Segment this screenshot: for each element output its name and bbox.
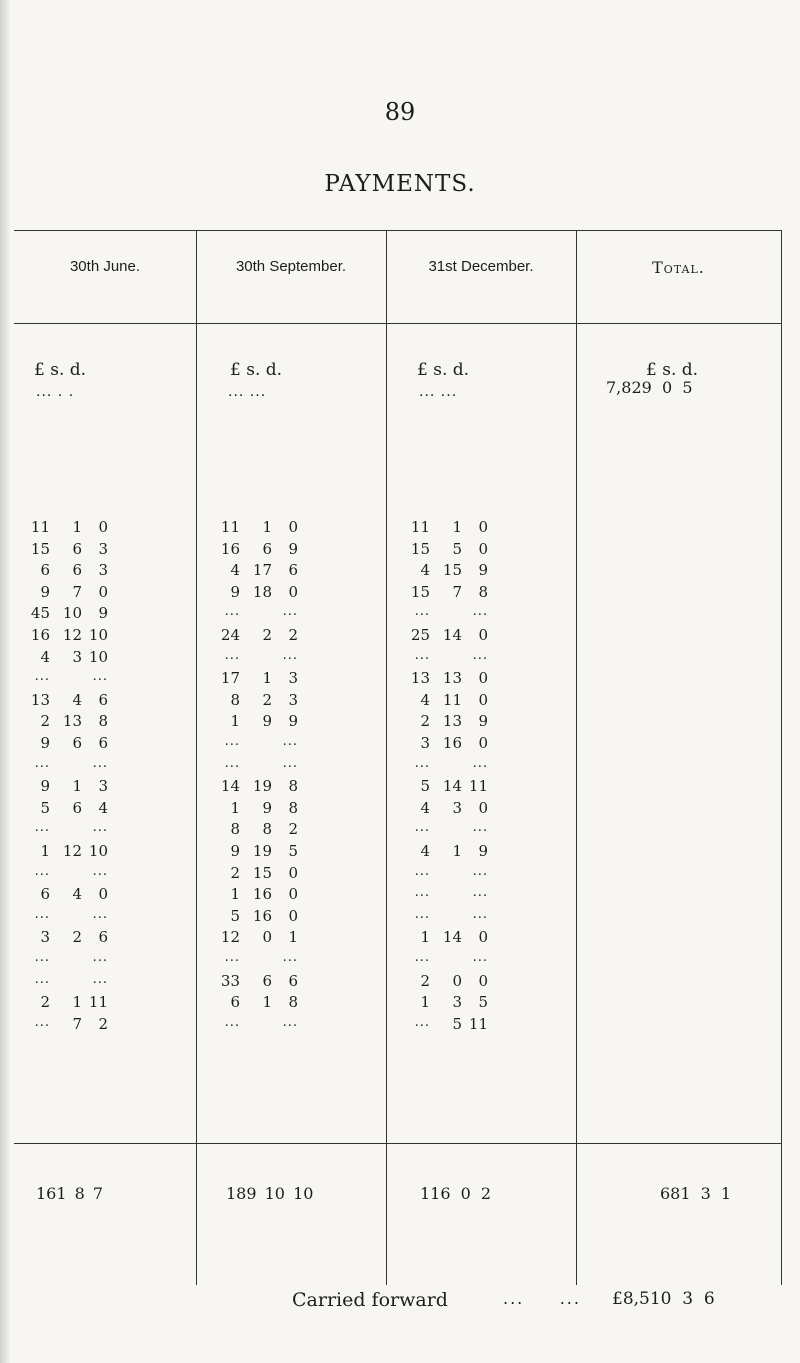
totals-top-rule: [14, 1143, 782, 1144]
table-row-cell: [28, 518, 128, 540]
pounds-value: 25: [410, 626, 430, 644]
pounds-value: 8: [230, 690, 240, 709]
shillings-value: 1: [452, 518, 462, 536]
pounds-value: 6: [230, 993, 240, 1012]
pounds-value: ...: [414, 950, 430, 965]
pence-value: 3: [98, 539, 108, 558]
shillings-value: 1: [262, 518, 272, 536]
header-31st-december: 31st December.: [428, 258, 534, 275]
table-row-cell: [218, 972, 318, 994]
table-row-cell: [408, 1015, 508, 1037]
shillings-value: 4: [72, 885, 82, 904]
table-row-cell: [408, 864, 508, 886]
table-row-cell: [408, 799, 508, 821]
pence-value: 8: [98, 712, 108, 731]
table-row-cell: [218, 950, 318, 972]
carried-forward-leader: ... ...: [503, 1289, 581, 1308]
total-30th-june: 161 8 7: [36, 1184, 104, 1203]
pence-value: 10: [88, 626, 108, 644]
pounds-value: 2: [420, 712, 430, 731]
shillings-value: 3: [72, 647, 82, 666]
pence-value: 0: [478, 734, 488, 752]
pence-value: 10: [88, 842, 108, 860]
pounds-value: 3: [420, 734, 430, 752]
pence-value: 0: [478, 971, 488, 990]
pounds-value: 4: [420, 690, 430, 709]
shillings-value: 13: [442, 669, 462, 688]
first-row-september: ... ...: [228, 384, 267, 400]
pounds-value: ...: [414, 1014, 430, 1030]
pence-value: 11: [468, 1014, 488, 1033]
pence-value: 9: [288, 712, 298, 731]
pounds-value: ...: [34, 863, 50, 879]
table-row-cell: [408, 712, 508, 734]
shillings-value: 1: [72, 777, 82, 796]
shillings-value: 2: [262, 690, 272, 709]
first-row-june: ... . .: [36, 384, 75, 400]
table-row-cell: [408, 518, 508, 540]
shillings-value: 15: [442, 561, 462, 580]
shillings-value: 8: [262, 820, 272, 839]
table-row-cell: [408, 756, 508, 778]
pence-value: 8: [288, 798, 298, 817]
pence-value: 0: [478, 798, 488, 817]
pence-value: 5: [478, 993, 488, 1012]
table-row-cell: [28, 561, 128, 583]
table-row-cell: [28, 842, 128, 864]
pounds-value: ...: [414, 604, 430, 620]
pence-value: ...: [472, 820, 488, 836]
currency-label-total: £ s. d.: [646, 360, 699, 380]
table-row-cell: [28, 604, 128, 626]
table-row-cell: [28, 864, 128, 886]
table-row-cell: [408, 993, 508, 1015]
carried-forward-label: Carried forward: [292, 1289, 448, 1311]
pence-value: ...: [472, 755, 488, 771]
pence-value: 0: [478, 690, 488, 709]
pounds-value: 1: [420, 928, 430, 947]
pence-value: 0: [288, 582, 298, 601]
pounds-value: ...: [224, 734, 240, 749]
pence-value: 0: [478, 539, 488, 558]
table-row-cell: [408, 540, 508, 562]
pounds-value: 11: [220, 518, 240, 536]
table-row-cell: [218, 820, 318, 842]
shillings-value: 12: [62, 842, 82, 860]
pounds-value: 15: [410, 582, 430, 601]
table-row-cell: [28, 648, 128, 670]
table-row-cell: [28, 583, 128, 605]
shillings-value: 0: [452, 971, 462, 990]
grand-total: 681 3 1: [660, 1184, 732, 1203]
column-divider-3: [576, 230, 577, 1285]
pence-value: 1: [288, 928, 298, 947]
pounds-value: 12: [220, 928, 240, 947]
shillings-value: 16: [252, 885, 272, 904]
shillings-value: 2: [72, 928, 82, 947]
table-row-cell: [28, 820, 128, 842]
pounds-value: ...: [34, 820, 50, 836]
pounds-value: 5: [40, 798, 50, 817]
pounds-value: ...: [414, 647, 430, 663]
pounds-value: 33: [220, 971, 240, 990]
shillings-value: 19: [252, 842, 272, 860]
table-row-cell: [218, 928, 318, 950]
currency-label-december: £ s. d.: [417, 360, 470, 380]
pence-value: 0: [288, 518, 298, 536]
table-top-rule: [14, 230, 782, 231]
table-row-cell: [218, 691, 318, 713]
pence-value: 6: [288, 561, 298, 580]
shillings-value: 1: [262, 669, 272, 688]
pence-value: ...: [92, 755, 108, 771]
pence-value: 9: [478, 561, 488, 580]
column-divider-1: [196, 230, 197, 1285]
pence-value: ...: [92, 669, 108, 685]
pounds-value: 5: [230, 906, 240, 925]
column-divider-2: [386, 230, 387, 1285]
pounds-value: ...: [34, 755, 50, 771]
pounds-value: 2: [230, 863, 240, 882]
pence-value: 3: [288, 690, 298, 709]
pounds-value: 15: [410, 539, 430, 558]
pence-value: 11: [88, 993, 108, 1012]
pence-value: 0: [478, 518, 488, 536]
shillings-value: 13: [442, 712, 462, 731]
pounds-value: 2: [40, 993, 50, 1012]
pounds-value: 16: [30, 626, 50, 644]
table-row-cell: [28, 691, 128, 713]
pence-value: 9: [288, 539, 298, 558]
table-row-cell: [28, 734, 128, 756]
table-row-cell: [408, 972, 508, 994]
pounds-value: 2: [420, 971, 430, 990]
currency-label-june: £ s. d.: [34, 360, 87, 380]
shillings-value: 13: [62, 712, 82, 731]
pounds-value: 4: [420, 798, 430, 817]
pounds-value: 1: [40, 842, 50, 860]
table-row-cell: [218, 799, 318, 821]
table-row-cell: [218, 669, 318, 691]
shillings-value: 10: [62, 604, 82, 623]
table-row-cell: [408, 950, 508, 972]
shillings-value: 6: [72, 539, 82, 558]
pence-value: 4: [98, 798, 108, 817]
pence-value: 0: [98, 518, 108, 536]
table-row-cell: [218, 993, 318, 1015]
header-bottom-rule: [14, 323, 782, 324]
table-row-cell: [408, 820, 508, 842]
pounds-value: 6: [40, 561, 50, 580]
table-row-cell: [408, 928, 508, 950]
shillings-value: 18: [252, 582, 272, 601]
pence-value: 3: [98, 561, 108, 580]
pounds-value: 9: [40, 582, 50, 601]
pounds-value: ...: [414, 863, 430, 879]
pence-value: 0: [478, 669, 488, 688]
pence-value: 0: [478, 626, 488, 644]
header-total: Total.: [652, 258, 705, 277]
table-row-cell: [408, 691, 508, 713]
table-row-cell: [28, 626, 128, 648]
shillings-value: 7: [72, 1014, 82, 1033]
pence-value: 6: [98, 690, 108, 709]
table-row-cell: [408, 648, 508, 670]
pence-value: 5: [288, 842, 298, 860]
pounds-value: 4: [420, 842, 430, 860]
table-row-cell: [218, 885, 318, 907]
header-30th-june: 30th June.: [69, 258, 141, 275]
shillings-value: 3: [452, 798, 462, 817]
table-row-cell: [28, 669, 128, 691]
shillings-value: 6: [72, 734, 82, 752]
pounds-value: 3: [40, 928, 50, 947]
total-31st-december: 116 0 2: [420, 1184, 492, 1203]
shillings-value: 17: [252, 561, 272, 580]
page-title: PAYMENTS.: [324, 171, 476, 197]
table-row-cell: [408, 561, 508, 583]
pounds-value: 1: [230, 798, 240, 817]
pounds-value: 24: [220, 626, 240, 644]
table-row-cell: [218, 518, 318, 540]
pence-value: ...: [472, 604, 488, 620]
pence-value: ...: [282, 1014, 298, 1030]
shillings-value: 12: [62, 626, 82, 644]
table-row-cell: [218, 540, 318, 562]
pounds-value: ...: [414, 755, 430, 771]
table-row-cell: [218, 777, 318, 799]
shillings-value: 3: [452, 993, 462, 1012]
table-row-cell: [218, 561, 318, 583]
pounds-value: ...: [34, 669, 50, 685]
pounds-value: 13: [30, 690, 50, 709]
pence-value: ...: [472, 647, 488, 663]
shillings-value: 1: [452, 842, 462, 860]
pounds-value: 17: [220, 669, 240, 688]
shillings-value: 14: [442, 777, 462, 796]
pounds-value: 6: [40, 885, 50, 904]
table-row-cell: [408, 777, 508, 799]
table-row-cell: [28, 712, 128, 734]
pounds-value: 1: [420, 993, 430, 1012]
pounds-value: ...: [224, 755, 240, 771]
pounds-value: 14: [220, 777, 240, 796]
pence-value: 9: [478, 712, 488, 731]
table-row-cell: [28, 540, 128, 562]
pounds-value: 4: [40, 647, 50, 666]
shillings-value: 5: [452, 1014, 462, 1033]
pence-value: ...: [472, 885, 488, 901]
pounds-value: 1: [230, 712, 240, 731]
pence-value: 3: [288, 669, 298, 688]
pounds-value: ...: [34, 906, 50, 922]
table-row-cell: [218, 626, 318, 648]
shillings-value: 1: [72, 993, 82, 1012]
pence-value: 10: [88, 647, 108, 666]
pence-value: ...: [92, 906, 108, 922]
pounds-value: 9: [40, 777, 50, 796]
table-row-cell: [408, 885, 508, 907]
shillings-value: 6: [262, 539, 272, 558]
shillings-value: 16: [252, 906, 272, 925]
table-row-cell: [218, 734, 318, 756]
table-row-cell: [218, 756, 318, 778]
pence-value: 0: [288, 885, 298, 904]
pounds-value: ...: [224, 647, 240, 663]
table-row-cell: [28, 950, 128, 972]
pounds-value: 45: [30, 604, 50, 623]
shillings-value: 5: [452, 539, 462, 558]
pence-value: 0: [288, 906, 298, 925]
pounds-value: ...: [224, 950, 240, 965]
shillings-value: 9: [262, 798, 272, 817]
table-row-cell: [28, 993, 128, 1015]
table-row-cell: [408, 604, 508, 626]
shillings-value: 6: [262, 971, 272, 990]
table-row-cell: [218, 648, 318, 670]
shillings-value: 19: [252, 777, 272, 796]
pence-value: ...: [472, 950, 488, 965]
header-30th-september: 30th September.: [235, 258, 347, 275]
table-row-cell: [218, 1015, 318, 1037]
shillings-value: 15: [252, 863, 272, 882]
table-row-cell: [28, 799, 128, 821]
shillings-value: 2: [262, 626, 272, 644]
table-row-cell: [408, 907, 508, 929]
table-row-cell: [408, 669, 508, 691]
pounds-value: ...: [224, 604, 240, 620]
table-row-cell: [218, 842, 318, 864]
pounds-value: ...: [224, 1014, 240, 1030]
pounds-value: 11: [410, 518, 430, 536]
pence-value: 6: [288, 971, 298, 990]
shillings-value: 6: [72, 798, 82, 817]
pounds-value: 15: [30, 539, 50, 558]
pence-value: ...: [472, 906, 488, 922]
pounds-value: ...: [34, 1014, 50, 1030]
pounds-value: 9: [230, 842, 240, 860]
first-row-total: 7,829 0 5: [606, 378, 693, 397]
pence-value: 8: [478, 582, 488, 601]
pounds-value: 16: [220, 539, 240, 558]
table-row-cell: [28, 972, 128, 994]
pounds-value: ...: [34, 971, 50, 987]
pounds-value: 4: [420, 561, 430, 580]
pence-value: 9: [478, 842, 488, 860]
first-row-december: ... ...: [419, 384, 458, 400]
shillings-value: 14: [442, 626, 462, 644]
pounds-value: 13: [410, 669, 430, 688]
pence-value: ...: [282, 734, 298, 749]
pence-value: 2: [98, 1014, 108, 1033]
pence-value: 6: [98, 928, 108, 947]
table-row-cell: [408, 626, 508, 648]
table-row-cell: [408, 842, 508, 864]
pence-value: ...: [92, 971, 108, 987]
pence-value: 0: [288, 863, 298, 882]
shillings-value: 9: [262, 712, 272, 731]
shillings-value: 1: [262, 993, 272, 1012]
page-edge-shadow: [0, 0, 10, 1363]
pence-value: 2: [288, 820, 298, 839]
table-row-cell: [408, 583, 508, 605]
table-row-cell: [28, 907, 128, 929]
pence-value: 8: [288, 993, 298, 1012]
pounds-value: 4: [230, 561, 240, 580]
pence-value: ...: [92, 820, 108, 836]
table-row-cell: [28, 777, 128, 799]
table-row-cell: [218, 712, 318, 734]
shillings-value: 14: [442, 928, 462, 947]
shillings-value: 6: [72, 561, 82, 580]
pence-value: ...: [92, 950, 108, 965]
pounds-value: 2: [40, 712, 50, 731]
table-row-cell: [28, 756, 128, 778]
pence-value: 11: [468, 777, 488, 796]
shillings-value: 1: [72, 518, 82, 536]
pence-value: 8: [288, 777, 298, 796]
table-row-cell: [408, 734, 508, 756]
pounds-value: 9: [230, 582, 240, 601]
pounds-value: ...: [34, 950, 50, 965]
page-number: 89: [384, 98, 416, 126]
carried-forward-value: £8,510 3 6: [612, 1289, 715, 1309]
pence-value: 9: [98, 604, 108, 623]
currency-label-september: £ s. d.: [230, 360, 283, 380]
table-row-cell: [218, 583, 318, 605]
pence-value: ...: [282, 647, 298, 663]
pence-value: 0: [98, 582, 108, 601]
shillings-value: 4: [72, 690, 82, 709]
pounds-value: 11: [30, 518, 50, 536]
pounds-value: ...: [414, 820, 430, 836]
pounds-value: 5: [420, 777, 430, 796]
total-30th-september: 189 10 10: [226, 1184, 314, 1203]
pounds-value: 9: [40, 734, 50, 752]
pounds-value: 8: [230, 820, 240, 839]
table-row-cell: [218, 907, 318, 929]
shillings-value: 7: [72, 582, 82, 601]
pence-value: 6: [98, 734, 108, 752]
shillings-value: 16: [442, 734, 462, 752]
shillings-value: 7: [452, 582, 462, 601]
table-row-cell: [218, 864, 318, 886]
pence-value: ...: [282, 604, 298, 620]
pence-value: ...: [282, 950, 298, 965]
table-row-cell: [28, 928, 128, 950]
pounds-value: ...: [414, 906, 430, 922]
pence-value: 3: [98, 777, 108, 796]
pence-value: ...: [282, 755, 298, 771]
pence-value: ...: [92, 863, 108, 879]
shillings-value: 11: [442, 690, 462, 709]
pounds-value: 1: [230, 885, 240, 904]
shillings-value: 0: [262, 928, 272, 947]
pence-value: 0: [98, 885, 108, 904]
column-divider-4: [781, 230, 782, 1285]
table-row-cell: [28, 885, 128, 907]
pence-value: 2: [288, 626, 298, 644]
table-row-cell: [28, 1015, 128, 1037]
pounds-value: ...: [414, 885, 430, 901]
pence-value: 0: [478, 928, 488, 947]
table-row-cell: [218, 604, 318, 626]
pence-value: ...: [472, 863, 488, 879]
